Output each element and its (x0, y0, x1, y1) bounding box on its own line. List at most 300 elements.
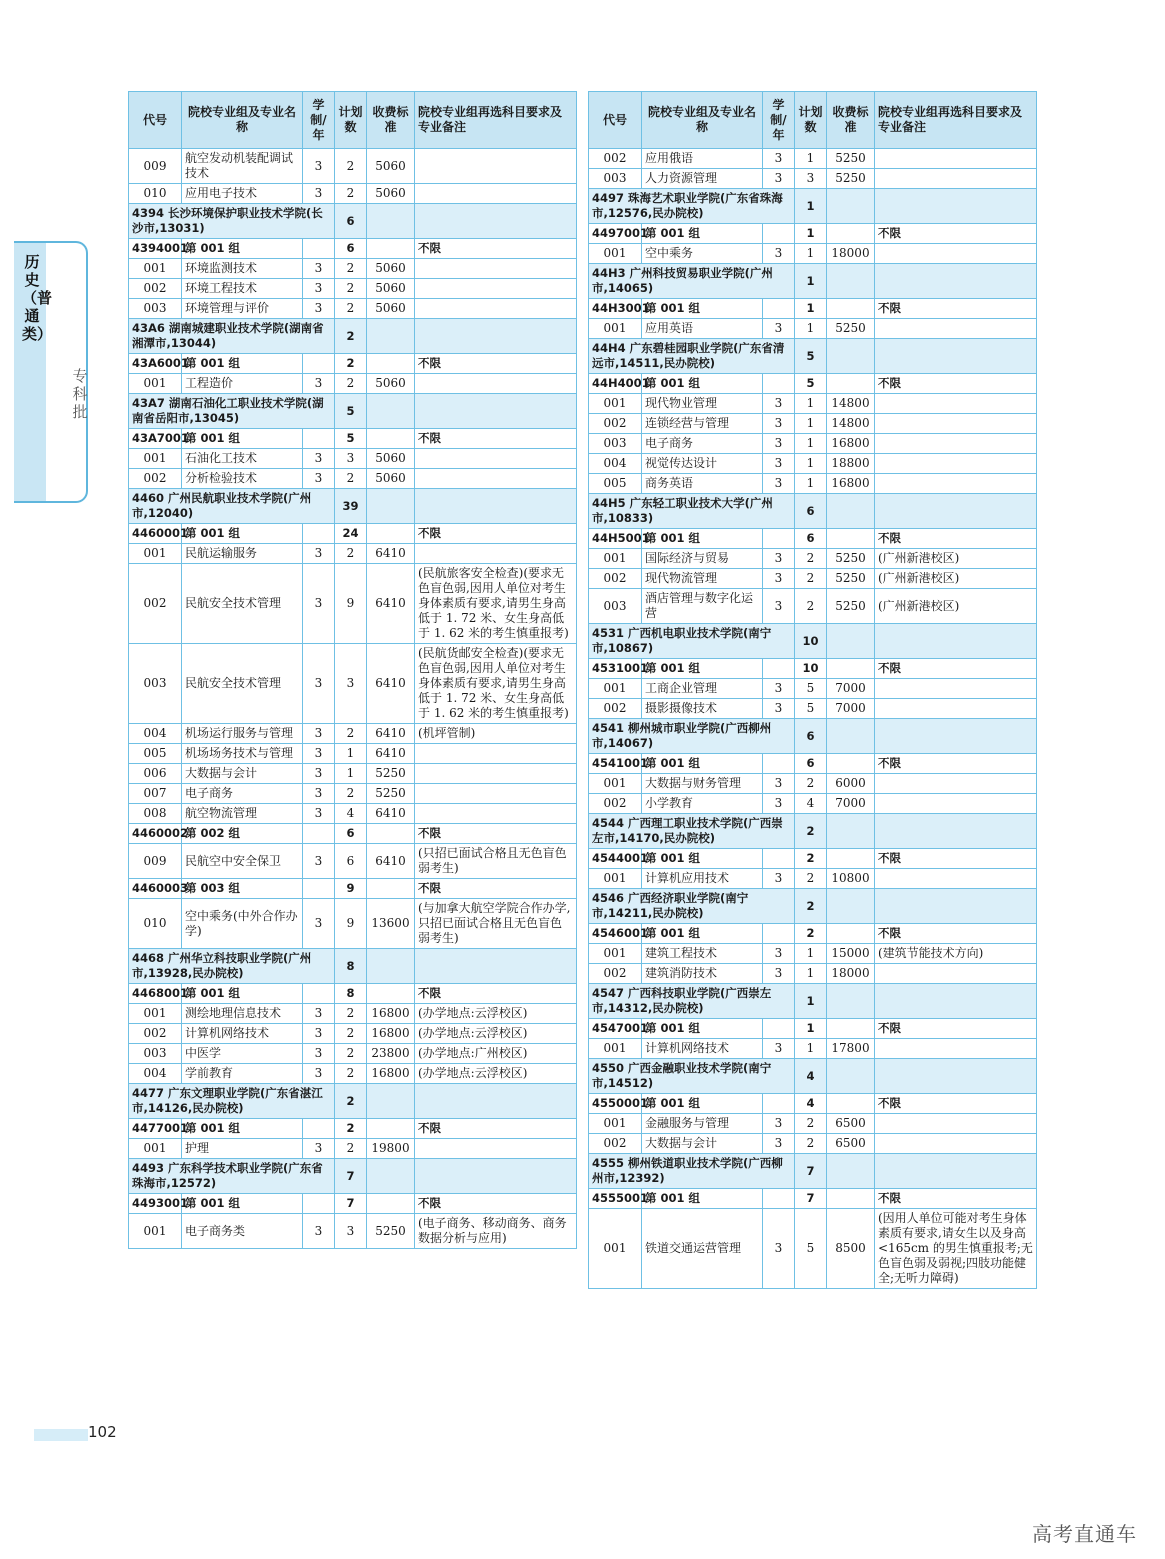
major-row (589, 944, 1037, 964)
major-code: 004 (129, 1064, 182, 1084)
group-code: 4477001 (129, 1119, 182, 1139)
group-plan-count: 5 (335, 429, 367, 449)
major-row (589, 1209, 1037, 1289)
school-plan-count: 6 (795, 494, 827, 529)
school-fee-cell (367, 204, 415, 239)
major-remarks (415, 764, 577, 784)
school-row (589, 889, 1037, 924)
major-years: 3 (763, 549, 795, 569)
school-fee-cell (827, 1059, 875, 1094)
school-row (129, 204, 577, 239)
group-subject-requirement: 不限 (415, 239, 577, 259)
group-years-cell (303, 984, 335, 1004)
group-plan-count: 8 (335, 984, 367, 1004)
group-row (589, 754, 1037, 774)
major-plan-count: 2 (795, 869, 827, 889)
major-row (589, 569, 1037, 589)
major-remarks (415, 299, 577, 319)
school-remarks-cell (415, 394, 577, 429)
major-fee: 6410 (367, 844, 415, 879)
group-plan-count: 2 (795, 924, 827, 944)
major-years: 3 (303, 1214, 335, 1249)
group-plan-count: 2 (335, 354, 367, 374)
group-years-cell (763, 849, 795, 869)
major-plan-count: 4 (795, 794, 827, 814)
major-row (589, 1134, 1037, 1154)
group-years-cell (763, 659, 795, 679)
major-row (129, 184, 577, 204)
major-fee: 6410 (367, 564, 415, 644)
group-subject-requirement: 不限 (415, 429, 577, 449)
major-row (129, 544, 577, 564)
major-plan-count: 2 (335, 1044, 367, 1064)
major-code: 005 (589, 474, 642, 494)
school-row (589, 719, 1037, 754)
group-years-cell (303, 879, 335, 899)
major-remarks: (只招已面试合格且无色盲色弱考生) (415, 844, 577, 879)
school-row (589, 984, 1037, 1019)
school-row (589, 1059, 1037, 1094)
major-row (589, 474, 1037, 494)
school-name: 44H3 广州科技贸易职业学院(广州市,14065) (589, 264, 795, 299)
major-fee: 15000 (827, 944, 875, 964)
major-fee: 5250 (827, 169, 875, 189)
major-name: 航空发动机装配调试技术 (182, 149, 303, 184)
school-name: 43A6 湖南城建职业技术学院(湖南省湘潭市,13044) (129, 319, 335, 354)
major-code: 001 (129, 1139, 182, 1159)
major-row (589, 169, 1037, 189)
school-name: 4541 柳州城市职业学院(广西柳州市,14067) (589, 719, 795, 754)
header-plan: 计划数 (335, 92, 367, 149)
group-code: 4541001 (589, 754, 642, 774)
major-name: 电子商务 (182, 784, 303, 804)
group-row (589, 1094, 1037, 1114)
major-fee: 16800 (367, 1004, 415, 1024)
major-row (129, 1004, 577, 1024)
group-row (589, 299, 1037, 319)
major-row (129, 899, 577, 949)
group-plan-count: 24 (335, 524, 367, 544)
major-years: 3 (763, 149, 795, 169)
group-name: 第 003 组 (182, 879, 303, 899)
major-years: 3 (763, 794, 795, 814)
major-years: 3 (303, 299, 335, 319)
school-row (129, 1159, 577, 1194)
major-name: 应用电子技术 (182, 184, 303, 204)
major-code: 010 (129, 899, 182, 949)
major-code: 002 (589, 149, 642, 169)
major-fee: 6000 (827, 774, 875, 794)
watermark: 高考直通车 (1032, 1522, 1137, 1546)
header-plan: 计划数 (795, 92, 827, 149)
school-name: 4493 广东科学技术职业学院(广东省珠海市,12572) (129, 1159, 335, 1194)
group-subject-requirement: 不限 (875, 849, 1037, 869)
group-code: 4550001 (589, 1094, 642, 1114)
school-fee-cell (827, 889, 875, 924)
major-plan-count: 2 (795, 1134, 827, 1154)
major-code: 002 (589, 699, 642, 719)
major-row (129, 469, 577, 489)
major-code: 001 (129, 374, 182, 394)
major-row (129, 644, 577, 724)
group-row (129, 524, 577, 544)
header-fee: 收费标准 (367, 92, 415, 149)
group-fee-cell (367, 879, 415, 899)
major-code: 001 (589, 319, 642, 339)
school-row (589, 189, 1037, 224)
major-fee: 7000 (827, 679, 875, 699)
group-plan-count: 1 (795, 1019, 827, 1039)
major-code: 004 (589, 454, 642, 474)
table-header-row (129, 92, 577, 149)
major-row (589, 964, 1037, 984)
major-fee: 10800 (827, 869, 875, 889)
major-fee: 6410 (367, 644, 415, 724)
major-plan-count: 5 (795, 1209, 827, 1289)
group-name: 第 001 组 (642, 754, 763, 774)
major-plan-count: 2 (795, 774, 827, 794)
group-plan-count: 1 (795, 224, 827, 244)
group-years-cell (763, 529, 795, 549)
major-row (589, 1039, 1037, 1059)
major-name: 酒店管理与数字化运营 (642, 589, 763, 624)
major-years: 3 (303, 724, 335, 744)
group-row (589, 224, 1037, 244)
major-code: 001 (129, 544, 182, 564)
major-years: 3 (763, 1039, 795, 1059)
major-remarks (415, 149, 577, 184)
major-fee: 5250 (827, 319, 875, 339)
major-fee: 16800 (827, 474, 875, 494)
major-plan-count: 3 (335, 449, 367, 469)
group-years-cell (303, 239, 335, 259)
major-row (589, 434, 1037, 454)
major-remarks (875, 869, 1037, 889)
major-row (129, 1214, 577, 1249)
school-fee-cell (367, 394, 415, 429)
side-tab-batch: 专科批 (72, 367, 88, 421)
major-fee: 14800 (827, 414, 875, 434)
major-plan-count: 1 (335, 764, 367, 784)
school-row (589, 1154, 1037, 1189)
major-fee: 23800 (367, 1044, 415, 1064)
major-code: 008 (129, 804, 182, 824)
major-remarks (415, 804, 577, 824)
group-years-cell (763, 1019, 795, 1039)
group-fee-cell (367, 824, 415, 844)
school-plan-count: 6 (795, 719, 827, 754)
major-years: 3 (763, 394, 795, 414)
major-fee: 5060 (367, 449, 415, 469)
major-plan-count: 1 (795, 454, 827, 474)
school-fee-cell (367, 949, 415, 984)
major-fee: 5250 (367, 1214, 415, 1249)
table-header-row (589, 92, 1037, 149)
major-plan-count: 1 (795, 474, 827, 494)
group-row (129, 984, 577, 1004)
group-code: 4555001 (589, 1189, 642, 1209)
major-row (129, 804, 577, 824)
major-row (589, 549, 1037, 569)
major-row (129, 1064, 577, 1084)
major-row (129, 844, 577, 879)
group-plan-count: 6 (335, 239, 367, 259)
major-row (129, 764, 577, 784)
group-years-cell (303, 524, 335, 544)
major-fee: 6410 (367, 724, 415, 744)
major-name: 大数据与财务管理 (642, 774, 763, 794)
major-fee: 18000 (827, 244, 875, 264)
major-years: 3 (303, 1024, 335, 1044)
group-fee-cell (827, 659, 875, 679)
group-row (129, 239, 577, 259)
major-plan-count: 3 (335, 644, 367, 724)
school-name: 4477 广东文理职业学院(广东省湛江市,14126,民办院校) (129, 1084, 335, 1119)
major-years: 3 (763, 944, 795, 964)
school-plan-count: 8 (335, 949, 367, 984)
major-plan-count: 5 (795, 679, 827, 699)
major-name: 民航运输服务 (182, 544, 303, 564)
school-row (589, 494, 1037, 529)
school-row (129, 1084, 577, 1119)
major-code: 002 (129, 469, 182, 489)
major-name: 民航安全技术管理 (182, 644, 303, 724)
group-plan-count: 2 (335, 1119, 367, 1139)
major-years: 3 (763, 244, 795, 264)
major-remarks (875, 1134, 1037, 1154)
major-fee: 5060 (367, 184, 415, 204)
major-code: 001 (589, 679, 642, 699)
major-remarks (875, 774, 1037, 794)
major-code: 002 (589, 569, 642, 589)
major-row (129, 1139, 577, 1159)
major-fee: 14800 (827, 394, 875, 414)
school-fee-cell (827, 264, 875, 299)
major-name: 大数据与会计 (182, 764, 303, 784)
school-plan-count: 7 (335, 1159, 367, 1194)
group-fee-cell (827, 1094, 875, 1114)
group-plan-count: 1 (795, 299, 827, 319)
major-remarks: (电子商务、移动商务、商务数据分析与应用) (415, 1214, 577, 1249)
group-code: 4460001 (129, 524, 182, 544)
major-row (589, 244, 1037, 264)
group-row (129, 824, 577, 844)
major-fee: 8500 (827, 1209, 875, 1289)
group-row (129, 879, 577, 899)
school-row (589, 339, 1037, 374)
major-remarks (875, 454, 1037, 474)
school-plan-count: 10 (795, 624, 827, 659)
side-tab-category: 历史（普通类） (22, 253, 53, 343)
major-row (589, 679, 1037, 699)
major-fee: 16800 (367, 1024, 415, 1044)
major-remarks: (广州新港校区) (875, 549, 1037, 569)
major-plan-count: 2 (335, 259, 367, 279)
group-years-cell (303, 824, 335, 844)
major-remarks (875, 964, 1037, 984)
group-years-cell (763, 754, 795, 774)
major-code: 009 (129, 844, 182, 879)
header-years: 学制/年 (303, 92, 335, 149)
major-name: 民航安全技术管理 (182, 564, 303, 644)
major-plan-count: 2 (335, 279, 367, 299)
major-years: 3 (763, 414, 795, 434)
major-plan-count: 6 (335, 844, 367, 879)
major-name: 现代物流管理 (642, 569, 763, 589)
major-plan-count: 3 (795, 169, 827, 189)
group-subject-requirement: 不限 (875, 529, 1037, 549)
major-row (129, 784, 577, 804)
group-subject-requirement: 不限 (415, 984, 577, 1004)
group-name: 第 001 组 (642, 1094, 763, 1114)
major-plan-count: 1 (795, 434, 827, 454)
major-row (589, 414, 1037, 434)
school-fee-cell (827, 1154, 875, 1189)
major-row (129, 1024, 577, 1044)
major-plan-count: 2 (335, 374, 367, 394)
major-row (589, 589, 1037, 624)
group-plan-count: 5 (795, 374, 827, 394)
school-row (129, 394, 577, 429)
major-fee: 19800 (367, 1139, 415, 1159)
major-fee: 5060 (367, 469, 415, 489)
table-body-right (589, 149, 1037, 1289)
group-code: 44H3001 (589, 299, 642, 319)
major-remarks (875, 434, 1037, 454)
group-fee-cell (827, 299, 875, 319)
group-years-cell (763, 299, 795, 319)
major-plan-count: 2 (795, 1114, 827, 1134)
major-fee: 5060 (367, 374, 415, 394)
group-row (589, 1019, 1037, 1039)
major-plan-count: 2 (795, 589, 827, 624)
school-name: 4555 柳州铁道职业技术学院(广西柳州市,12392) (589, 1154, 795, 1189)
major-code: 003 (129, 299, 182, 319)
major-code: 001 (589, 394, 642, 414)
group-code: 44H5001 (589, 529, 642, 549)
major-remarks (875, 319, 1037, 339)
major-years: 3 (763, 1209, 795, 1289)
header-fee: 收费标准 (827, 92, 875, 149)
group-row (129, 1194, 577, 1214)
major-code: 001 (589, 869, 642, 889)
major-remarks (415, 374, 577, 394)
major-name: 环境管理与评价 (182, 299, 303, 319)
group-years-cell (763, 224, 795, 244)
major-remarks: (机坪管制) (415, 724, 577, 744)
major-name: 连锁经营与管理 (642, 414, 763, 434)
group-name: 第 001 组 (182, 1119, 303, 1139)
major-plan-count: 1 (795, 244, 827, 264)
major-row (129, 449, 577, 469)
group-years-cell (303, 429, 335, 449)
group-plan-count: 7 (795, 1189, 827, 1209)
major-years: 3 (303, 1004, 335, 1024)
major-years: 3 (303, 899, 335, 949)
major-plan-count: 1 (795, 964, 827, 984)
major-remarks: (与加拿大航空学院合作办学,只招已面试合格且无色盲色弱考生) (415, 899, 577, 949)
major-code: 002 (129, 1024, 182, 1044)
school-remarks-cell (875, 889, 1037, 924)
major-years: 3 (763, 1134, 795, 1154)
group-code: 4493001 (129, 1194, 182, 1214)
major-fee: 5250 (827, 569, 875, 589)
group-name: 第 001 组 (642, 224, 763, 244)
major-years: 3 (303, 449, 335, 469)
major-code: 003 (589, 169, 642, 189)
group-subject-requirement: 不限 (875, 659, 1037, 679)
major-fee: 17800 (827, 1039, 875, 1059)
major-name: 现代物业管理 (642, 394, 763, 414)
major-code: 002 (589, 794, 642, 814)
major-years: 3 (763, 169, 795, 189)
school-remarks-cell (875, 264, 1037, 299)
major-name: 空中乘务 (642, 244, 763, 264)
major-name: 应用英语 (642, 319, 763, 339)
group-years-cell (763, 374, 795, 394)
major-fee: 16800 (827, 434, 875, 454)
major-row (129, 1044, 577, 1064)
major-remarks (415, 449, 577, 469)
major-code: 001 (589, 1114, 642, 1134)
major-name: 金融服务与管理 (642, 1114, 763, 1134)
major-years: 3 (763, 319, 795, 339)
major-remarks (875, 1114, 1037, 1134)
major-years: 3 (303, 564, 335, 644)
major-remarks (875, 699, 1037, 719)
major-remarks (415, 1139, 577, 1159)
school-row (129, 949, 577, 984)
school-fee-cell (827, 494, 875, 529)
header-code: 代号 (129, 92, 182, 149)
major-row (129, 149, 577, 184)
major-plan-count: 2 (335, 184, 367, 204)
group-name: 第 001 组 (182, 354, 303, 374)
major-remarks (415, 744, 577, 764)
major-plan-count: 2 (335, 1139, 367, 1159)
major-years: 3 (763, 434, 795, 454)
major-plan-count: 2 (335, 469, 367, 489)
group-fee-cell (827, 224, 875, 244)
major-code: 001 (129, 259, 182, 279)
major-fee: 7000 (827, 699, 875, 719)
group-code: 4468001 (129, 984, 182, 1004)
school-fee-cell (367, 489, 415, 524)
page-number: 102 (88, 1423, 117, 1441)
major-code: 001 (589, 244, 642, 264)
page-number-strip (34, 1429, 88, 1441)
major-name: 大数据与会计 (642, 1134, 763, 1154)
school-remarks-cell (875, 189, 1037, 224)
major-plan-count: 2 (335, 299, 367, 319)
school-plan-count: 2 (335, 1084, 367, 1119)
school-remarks-cell (415, 1084, 577, 1119)
group-row (129, 1119, 577, 1139)
major-name: 电子商务类 (182, 1214, 303, 1249)
group-name: 第 002 组 (182, 824, 303, 844)
major-row (129, 744, 577, 764)
major-fee: 5250 (827, 589, 875, 624)
major-plan-count: 3 (335, 1214, 367, 1249)
major-code: 002 (589, 1134, 642, 1154)
major-remarks (875, 394, 1037, 414)
major-remarks (415, 469, 577, 489)
major-remarks (875, 474, 1037, 494)
group-years-cell (303, 1119, 335, 1139)
major-code: 001 (589, 944, 642, 964)
major-name: 护理 (182, 1139, 303, 1159)
major-plan-count: 2 (795, 549, 827, 569)
